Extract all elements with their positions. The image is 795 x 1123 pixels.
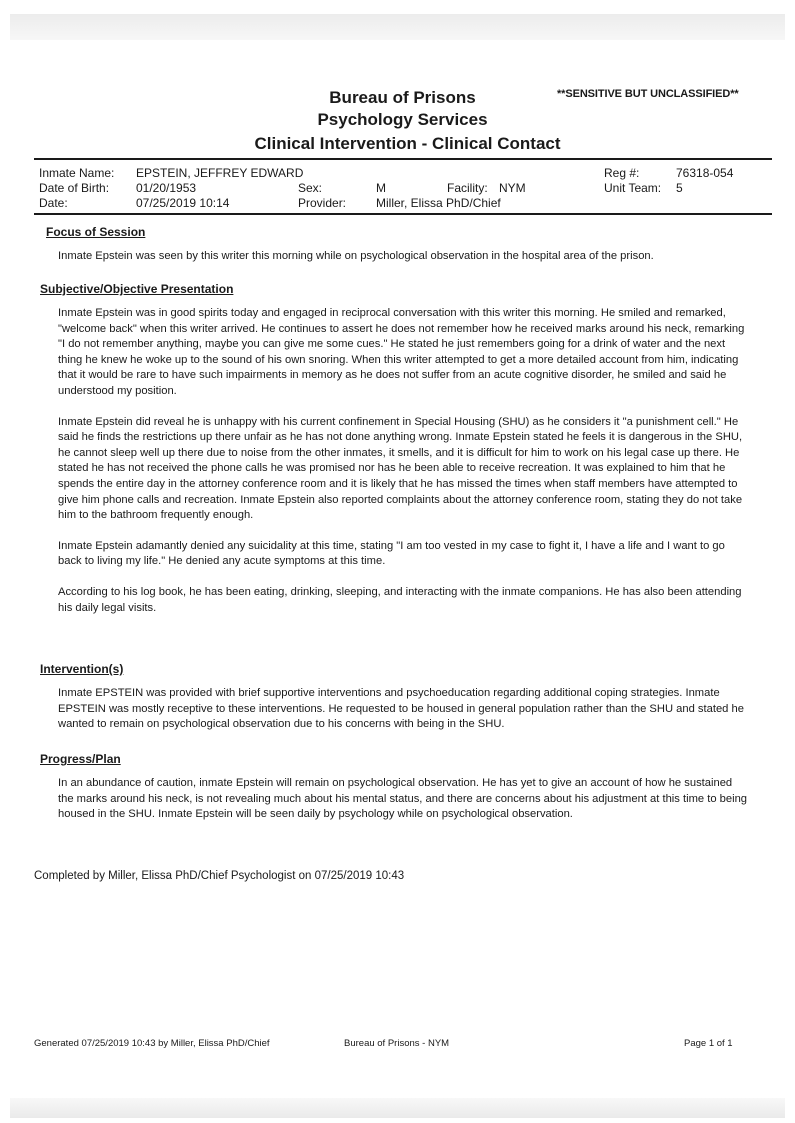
progress-paragraph: In an abundance of caution, inmate Epstein will remain on psychological observation. He has yet to give an account of how he sustained the marks around his neck, is not revealing much about his mental status, and there are concerns about his adjustment at this time to being housed in the SHU. Inmate Epstein will be seen daily by psychology while on psychological observation. <box>58 777 748 821</box>
reg-value: 76318-054 <box>676 166 734 180</box>
facility-value: NYM <box>499 181 526 195</box>
subjective-paragraph: Inmate Epstein did reveal he is unhappy with his current confinement in Special Housing (SHU) as he considers it "a punishment cell." He said he finds the restrictions up there unfair as he has not done anything wrong. Inmate Epstein stated he feels it is dangerous in the SHU, he cannot sleep well up there due to noise from the other inmates, it smells, and it is difficult for him to work on his legal case up there. He stated he has not received the phone calls he was promised nor has he been able to receive recreation. It was explained to him that he spends the entire day in the attorney conference room and it is likely that he has missed the times when staff members have attempted to give him phone calls and recreation. Inmate Epstein also reported complaints about the attorney conference room, stating they do not take him to the bathroom frequently enough. <box>58 415 743 522</box>
section-heading-progress: Progress/Plan <box>40 752 121 766</box>
subjective-text <box>58 306 748 616</box>
dob-value: 01/20/1953 <box>136 181 197 195</box>
interventions-text <box>58 686 748 733</box>
subjective-paragraph: According to his log book, he has been eating, drinking, sleeping, and interacting with the inmate companions. He has also been attending his daily legal visits. <box>58 585 742 614</box>
section-heading-focus: Focus of Session <box>46 225 146 239</box>
section-heading-subjective: Subjective/Objective Presentation <box>40 282 234 296</box>
scan-edge-top <box>10 14 785 40</box>
agency-title: Bureau of Prisons <box>329 88 476 107</box>
focus-text <box>58 249 748 265</box>
provider-value: Miller, Elissa PhD/Chief <box>376 196 501 210</box>
footer-generated: Generated 07/25/2019 10:43 by Miller, Elissa PhD/Chief <box>34 1038 270 1049</box>
header-rule-top <box>34 158 772 160</box>
unit-team-value: 5 <box>676 181 683 195</box>
subjective-paragraph: Inmate Epstein adamantly denied any suicidality at this time, stating "I am too vested in my case to fight it, I have a life and I want to go back to living my life." He denied any acute symptoms at this time. <box>58 539 725 568</box>
footer-page-number: Page 1 of 1 <box>684 1038 733 1049</box>
date-label: Date: <box>39 196 68 210</box>
sex-label: Sex: <box>298 181 323 195</box>
unit-team-label: Unit Team: <box>604 181 662 195</box>
dob-label: Date of Birth: <box>39 181 110 195</box>
facility-label: Facility: <box>447 181 488 195</box>
provider-label: Provider: <box>298 196 347 210</box>
date-value: 07/25/2019 10:14 <box>136 196 230 210</box>
department-title: Psychology Services <box>317 110 488 129</box>
sex-value: M <box>376 181 386 195</box>
subjective-paragraph: Inmate Epstein was in good spirits today and engaged in reciprocal conversation with this writer this morning. He smiled and remarked, "welcome back" when this writer arrived. He continues to assert he does not remember how he received marks around his neck, remarking "I do not remember anything, maybe you can give me some cues." He stated he just remembers going for a drink of water and the next thing he knew he woke up to the sound of his own snoring. When this writer attempted to get a more detailed account from him, indicating that it would be rare to have such impairments in memory as he does not suffer from an acute cognitive disorder, he smiled and said he understood my position. <box>58 307 745 397</box>
interventions-paragraph: Inmate EPSTEIN was provided with brief supportive interventions and psychoeducation regarding additional coping strategies. Inmate EPSTEIN was mostly receptive to these interventions. He requested to be housed in general population rather than the SHU and stated he wanted to remain on psychological observation due to his concerns with being in the SHU. <box>58 687 744 731</box>
header-rule-bottom <box>34 213 772 215</box>
completed-by-line: Completed by Miller, Elissa PhD/Chief Psychologist on 07/25/2019 10:43 <box>34 870 405 882</box>
inmate-name-label: Inmate Name: <box>39 166 115 180</box>
scan-edge-bottom <box>10 1098 785 1118</box>
classification-marking: **SENSITIVE BUT UNCLASSIFIED** <box>557 88 739 100</box>
reg-label: Reg #: <box>604 166 640 180</box>
form-title: Clinical Intervention - Clinical Contact <box>254 134 561 153</box>
inmate-name-value: EPSTEIN, JEFFREY EDWARD <box>136 166 304 180</box>
footer-org: Bureau of Prisons - NYM <box>344 1038 450 1049</box>
progress-text <box>58 776 748 823</box>
focus-paragraph: Inmate Epstein was seen by this writer this morning while on psychological observation in the hospital area of the prison. <box>58 250 654 262</box>
section-heading-interventions: Intervention(s) <box>40 662 124 676</box>
